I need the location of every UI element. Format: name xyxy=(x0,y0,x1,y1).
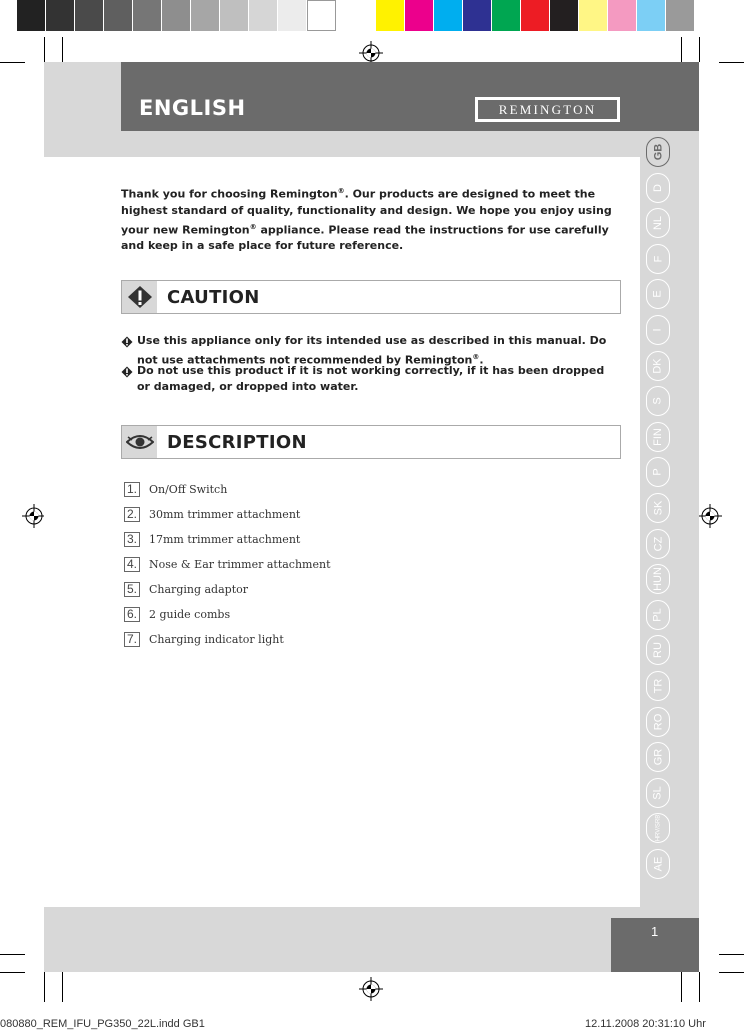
item-number: 6. xyxy=(124,607,140,622)
language-tab-label: TR xyxy=(651,678,664,694)
color-swatch xyxy=(133,0,162,31)
description-item xyxy=(124,481,227,497)
color-swatch xyxy=(550,0,579,31)
crop-mark xyxy=(719,62,744,63)
crop-mark xyxy=(699,37,700,62)
color-swatch xyxy=(463,0,492,31)
language-tab-label: I xyxy=(652,328,664,332)
color-swatch xyxy=(191,0,220,31)
description-title: DESCRIPTION xyxy=(167,432,307,453)
language-tab-label: AE xyxy=(652,856,664,872)
item-label: Charging adaptor xyxy=(149,582,248,596)
language-tab-sk[interactable] xyxy=(646,493,670,523)
page-title: ENGLISH xyxy=(139,96,246,120)
crop-mark xyxy=(44,972,45,1002)
item-number: 1. xyxy=(124,482,140,497)
color-swatch xyxy=(75,0,104,31)
description-item xyxy=(124,556,331,572)
item-label: 30mm trimmer attachment xyxy=(149,507,301,521)
color-swatch xyxy=(405,0,434,31)
language-tab-pl[interactable] xyxy=(646,600,670,630)
crop-mark xyxy=(719,972,744,973)
color-swatch xyxy=(637,0,666,31)
intro-part: Thank you for choosing Remington xyxy=(121,187,338,201)
language-tab-nl[interactable] xyxy=(646,208,670,238)
crop-mark xyxy=(0,62,25,63)
registration-mark-icon xyxy=(359,977,383,1001)
caution-item-text: Do not use this product if it is not working correctly, if it has been dropped or damaged, or dropped into water. xyxy=(137,364,605,393)
item-number: 2. xyxy=(124,507,140,522)
language-tab-label: D xyxy=(651,184,664,192)
intro-part: appliance. Please read the instructions for use carefully and keep in a safe place for future reference. xyxy=(121,223,609,253)
eye-icon xyxy=(122,426,157,458)
process-color-bar xyxy=(376,0,695,31)
description-item xyxy=(124,581,248,597)
language-tab-label: CZ xyxy=(651,536,664,552)
registration-mark-icon xyxy=(698,504,722,528)
language-tab-gr[interactable] xyxy=(646,742,670,772)
file-slug: 080880_REM_IFU_PG350_22L.indd GB1 xyxy=(0,1018,205,1030)
description-item xyxy=(124,631,284,647)
brand-logo-text: REMINGTON xyxy=(477,99,618,120)
language-tab-p[interactable] xyxy=(646,457,670,487)
crop-mark xyxy=(0,972,25,973)
color-swatch xyxy=(666,0,695,31)
language-tab-label: HRV/SRB xyxy=(655,814,662,842)
language-tab-label: GR xyxy=(652,748,664,766)
language-tab-gb[interactable] xyxy=(646,137,670,167)
registration-mark-icon xyxy=(22,504,46,528)
language-tab-ru[interactable] xyxy=(646,635,670,665)
caution-item-end: . xyxy=(479,353,484,367)
intro-paragraph xyxy=(121,183,623,254)
color-swatch xyxy=(434,0,463,31)
color-swatch xyxy=(608,0,637,31)
item-label: Charging indicator light xyxy=(149,632,284,646)
language-tab-label: GB xyxy=(652,143,664,161)
language-tab-label: NL xyxy=(652,215,664,231)
language-tab-dk[interactable] xyxy=(646,351,670,381)
item-label: On/Off Switch xyxy=(149,482,228,496)
crop-mark xyxy=(681,37,682,62)
warning-bullet-icon xyxy=(121,363,137,395)
language-tab-cz[interactable] xyxy=(646,529,670,559)
item-label: 2 guide combs xyxy=(149,607,231,621)
language-tab-s[interactable] xyxy=(646,386,670,416)
color-swatch xyxy=(278,0,307,31)
language-tab-label: RU xyxy=(651,642,664,658)
language-tab-label: SL xyxy=(652,786,664,800)
registered-mark: ® xyxy=(337,187,345,195)
color-swatch xyxy=(376,0,405,31)
gray-color-bar xyxy=(17,0,336,31)
item-number: 7. xyxy=(124,632,140,647)
language-tab-label: E xyxy=(652,290,664,298)
color-swatch xyxy=(162,0,191,31)
intro-part: . Our products are designed to meet the highest standard of quality, functionality and design. We hope you enjoy using your new Remington xyxy=(121,187,612,237)
language-tab-ro[interactable] xyxy=(646,707,670,737)
crop-mark xyxy=(62,972,63,1002)
crop-mark xyxy=(62,37,63,62)
language-tab-i[interactable] xyxy=(646,315,670,345)
crop-mark xyxy=(699,972,700,1002)
language-tab-d[interactable] xyxy=(646,173,670,203)
language-tab-e[interactable] xyxy=(646,279,670,309)
caution-item xyxy=(121,363,611,395)
language-tab-hrv-srb[interactable] xyxy=(646,813,670,843)
color-swatch xyxy=(220,0,249,31)
color-swatch xyxy=(579,0,608,31)
language-tab-label: SK xyxy=(652,500,664,516)
crop-mark xyxy=(0,954,25,955)
registered-mark: ® xyxy=(249,222,257,231)
color-swatch xyxy=(46,0,75,31)
language-tab-label: S xyxy=(652,397,664,405)
page-number: 1 xyxy=(651,924,659,939)
color-swatch xyxy=(17,0,46,31)
item-number: 5. xyxy=(124,582,140,597)
language-tab-label: F xyxy=(651,255,664,263)
item-label: 17mm trimmer attachment xyxy=(149,532,301,546)
description-item xyxy=(124,531,300,547)
language-tab-fin[interactable] xyxy=(646,422,670,452)
language-tab-ae[interactable] xyxy=(646,849,670,879)
crop-mark xyxy=(681,972,682,1002)
language-tab-label: PL xyxy=(652,608,664,622)
caution-title: CAUTION xyxy=(167,287,260,308)
crop-mark xyxy=(44,37,45,62)
date-slug: 12.11.2008 20:31:10 Uhr xyxy=(585,1018,706,1030)
color-swatch xyxy=(492,0,521,31)
language-tab-label: FIN xyxy=(651,428,664,446)
item-number: 3. xyxy=(124,532,140,547)
caution-item-body: Use this appliance only for its intended use as described in this manual. Do not use attachments not recommended by Remington xyxy=(137,334,607,367)
description-heading xyxy=(121,425,621,459)
brand-logo xyxy=(475,97,620,122)
color-swatch xyxy=(249,0,278,31)
language-tab-label: DK xyxy=(652,358,664,374)
description-item xyxy=(124,506,300,522)
color-swatch xyxy=(521,0,550,31)
language-tab-tr[interactable] xyxy=(646,671,670,701)
language-tab-label: P xyxy=(652,468,664,476)
color-swatch xyxy=(104,0,133,31)
registered-mark: ® xyxy=(472,353,480,361)
description-item xyxy=(124,606,230,622)
language-tab-f[interactable] xyxy=(646,244,670,274)
language-tab-label: RO xyxy=(652,713,664,731)
language-tab-hun[interactable] xyxy=(646,564,670,594)
warning-icon xyxy=(122,281,157,313)
caution-heading xyxy=(121,280,621,314)
language-tab-label: HUN xyxy=(652,567,664,591)
color-swatch xyxy=(307,0,336,31)
language-tab-sl[interactable] xyxy=(646,778,670,808)
crop-mark xyxy=(719,954,744,955)
item-label: Nose & Ear trimmer attachment xyxy=(149,557,331,571)
item-number: 4. xyxy=(124,557,140,572)
